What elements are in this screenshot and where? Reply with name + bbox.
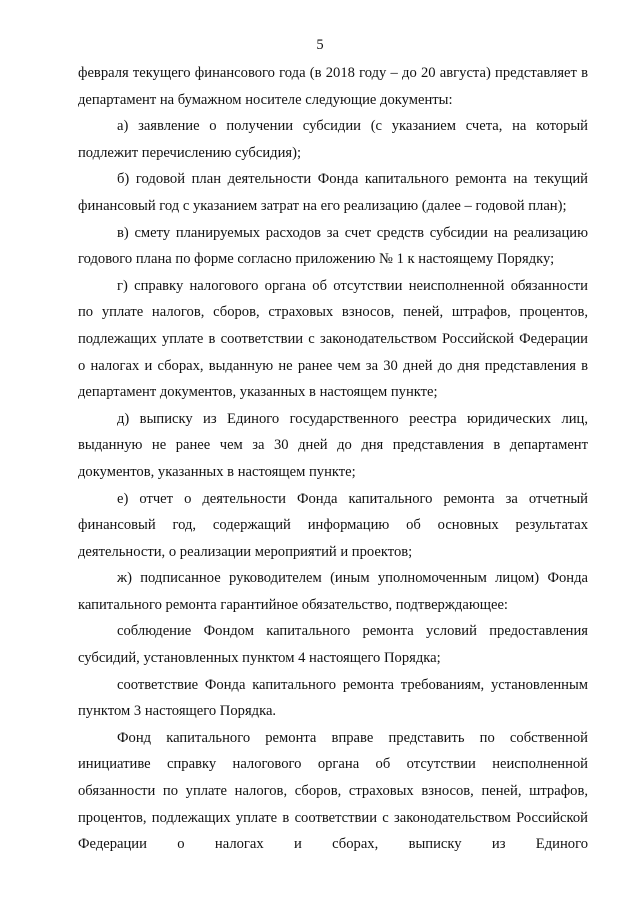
paragraph-item-d: д) выписку из Единого государственного реестра юридических лиц, выданную не ранее чем за 30 дней до дня представления в департамент документов, указанных в настоящем пункте; — [78, 410, 588, 480]
paragraph-item-g: г) справку налогового органа об отсутствии неисполненной обязанности по уплате налогов, сборов, страховых взносов, пеней, штрафов, процентов, подлежащих уплате в соответствии с законодательством Российской Федерации о налогах и сборах, выданную не ранее чем за 30 дней до дня представления в департамент документов, указанных в настоящем пункте; — [78, 277, 588, 401]
paragraph-continuation: февраля текущего финансового года (в 2018 году – до 20 августа) представляет в департамент на бумажном носителе следующие документы: — [78, 65, 588, 108]
paragraph-item-v: в) смету планируемых расходов за счет средств субсидии на реализацию годового плана по форме согласно приложению № 1 к настоящему Порядку; — [78, 224, 588, 268]
paragraph-item-a: а) заявление о получении субсидии (с указанием счета, на который подлежит перечислению субсидия); — [78, 118, 588, 161]
paragraph-item-e: е) отчет о деятельности Фонда капитального ремонта за отчетный финансовый год, содержащий информацию об основных результатах деятельности, о реализации мероприятий и проектов; — [78, 490, 588, 560]
document-body — [78, 60, 588, 858]
paragraph-optional-documents: Фонд капитального ремонта вправе представить по собственной инициативе справку налогового органа об отсутствии неисполненной обязанности по уплате налогов, сборов, страховых взносов, пеней, штрафов, процентов, подлежащих уплате в соответствии с законодательством Российской Федерации о налогах и сборах, выписку из Единого — [78, 729, 588, 853]
page-number: 5 — [316, 37, 324, 53]
paragraph-compliance-conditions: соблюдение Фондом капитального ремонта условий предоставления субсидий, установленных пунктом 4 настоящего Порядка; — [78, 623, 588, 667]
paragraph-item-b: б) годовой план деятельности Фонда капитального ремонта на текущий финансовый год с указанием затрат на его реализацию (далее – годовой план); — [78, 171, 588, 214]
paragraph-item-zh: ж) подписанное руководителем (иным уполномоченным лицом) Фонда капитального ремонта гарантийное обязательство, подтверждающее: — [78, 570, 588, 613]
paragraph-compliance-requirements: соответствие Фонда капитального ремонта требованиям, установленным пунктом 3 настоящего Порядка. — [78, 676, 588, 720]
